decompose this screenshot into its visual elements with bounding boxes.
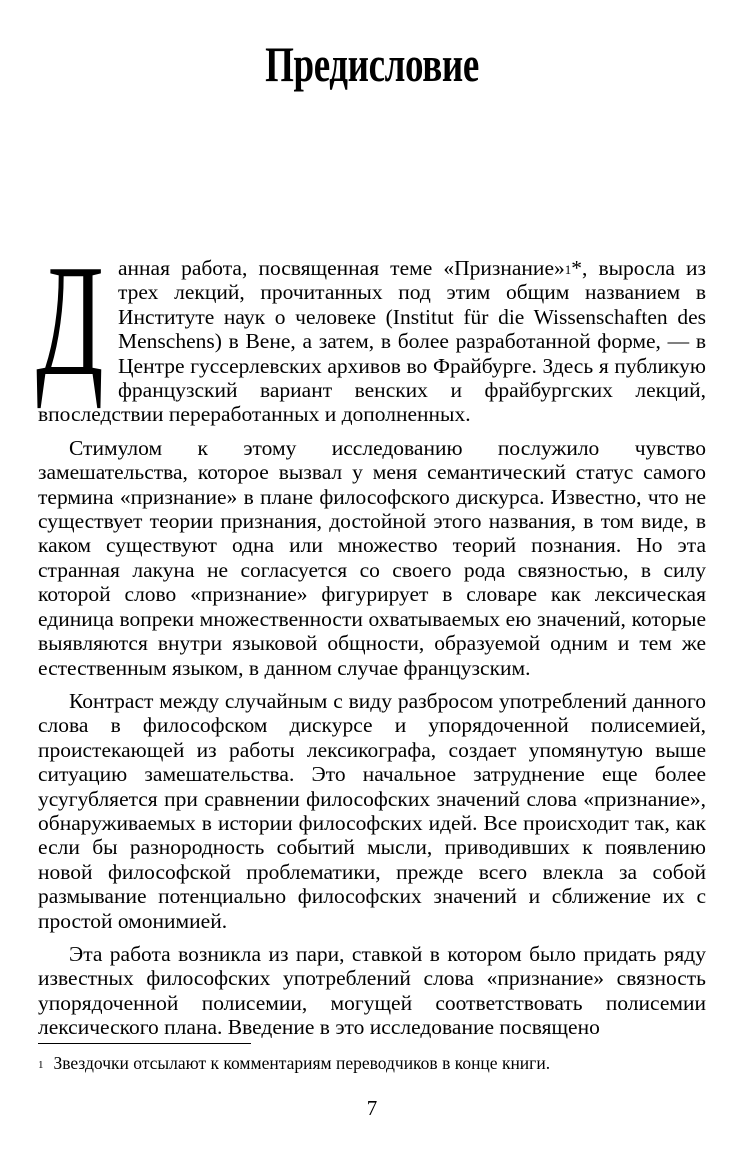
- footnote-divider: [38, 1043, 251, 1044]
- footnote: [38, 1052, 706, 1074]
- paragraph-1-text-start: анная работа, посвященная теме «Признание»: [118, 256, 565, 280]
- paragraph-2: Стимулом к этому исследованию послужило чувство замешательства, которое вызвал у меня семантический статус самого термина «признание» в плане философского дискурса. Известно, что не существует теории признания, достойной этого названия, в том виде, в каком существуют одна или множество теорий познания. Но эта странная лакуна не согласуется со своего рода связностью, в силу которой слово «признание» фигурирует в словаре как лексическая единица вопреки множественности охватываемых ею значений, которые выявляются внутри языковой общности, образуемой одним и тем же естественным языком, в данном случае французским.: [38, 435, 706, 680]
- paragraph-1-text-end: *, выросла из трех лекций, прочитанных под этим общим названием в Институте наук о человеке (Institut für die Wissenschaften des Menschens) в Вене, а затем, в более разработанной форме, — в Центре гуссерлевских архивов во Фрайбурге. Здесь я публикую французский вариант венских и фрайбургских лекций, впоследствии переработанных и дополненных.: [38, 256, 706, 427]
- paragraph-1: [36, 231, 706, 427]
- paragraph-4: Эта работа возникла из пари, ставкой в котором было придать ряду известных философских употреблений слова «признание» связность упорядоченной полисемии, могущей соответствовать полисемии лексического плана. Введение в это исследование посвящено: [38, 941, 706, 1040]
- footnote-text: Звездочки отсылают к комментариям переводчиков в конце книги.: [53, 1053, 551, 1073]
- footnote-number: 1: [38, 1059, 44, 1071]
- page-number: 7: [366, 1096, 378, 1120]
- footnote-reference: 1: [564, 262, 572, 277]
- page-title: Предисловие: [265, 36, 479, 92]
- drop-cap: Д: [36, 231, 104, 409]
- paragraph-3: Контраст между случайным с виду разбросом употреблений данного слова в философском дискурсе и упорядоченной полисемией, проистекающей из работы лексикографа, создает упомянутую выше ситуацию замешательства. Это начальное затруднение еще более усугубляется при сравнении философских значений слова «признание», обнаруживаемых в истории философских идей. Все происходит так, как если бы разнородность событий мысли, приводивших к появлению новой философской проблематики, прежде всего влекла за собой размывание потенциально философских значений и сближение их с простой омонимией.: [38, 688, 706, 933]
- main-text: [36, 231, 706, 1040]
